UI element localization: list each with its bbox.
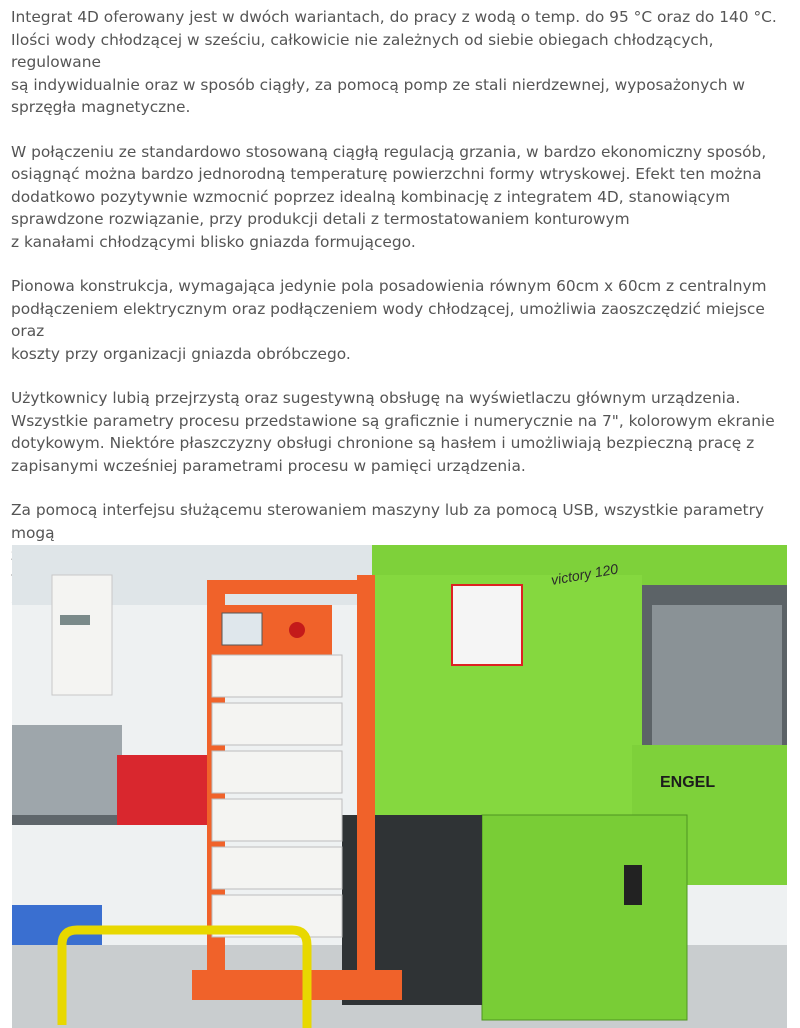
red-crate: [117, 755, 212, 825]
paragraph-vertical-construction: Pionowa konstrukcja, wymagająca jedynie pola posadowienia równym 60cm x 60cm z centralnym podłączeniem elektrycznym oraz podłączeniem wody chłodzącej, umożliwia zaoszczędzić miejsce oraz koszty przy organizacji gniazda obróbczego.: [11, 277, 767, 363]
paragraph-interface-usb: Za pomocą interfejsu służącemu sterowaniem maszyny lub za pomocą USB, wszystkie parametry mogą: [11, 501, 765, 542]
machine-model-label: victory 120: [549, 560, 620, 588]
product-photo: [12, 545, 787, 1028]
paragraph-heating-control: W połączeniu ze standardowo stosowaną ciągłą regulacją grzania, w bardzo ekonomiczny sposób, osiągnąć można bardzo jednorodną temperaturę powierzchni formy wtryskowej. Efekt ten można dodatkowo pozytywnie wzmocnić poprzez idealną kombinację z integratem 4D, stanowiącym sprawdzone rozwiązanie, przy produkcji detali z termostatowaniem konturowym z kanałami chłodzącymi blisko gniazda formującego.: [11, 142, 767, 251]
paragraph-variants: Integrat 4D oferowany jest w dwóch wariantach, do pracy z wodą o temp. do 95 °C oraz do 140 °C. Ilości wody chłodzącej w sześciu, całkowicie nie zależnych od siebie obiegach chłodzących, regulowane są indywidualnie oraz w sposób ciągły, za pomocą pomp ze stali nierdzewnej, wyposażonych w sprzęgła magnetyczne.: [11, 8, 777, 116]
paragraph-user-interface: Użytkownicy lubią przejrzystą oraz sugestywną obsługę na wyświetlaczu głównym urządzenia. Wszystkie parametry procesu przedstawione są graficznie i numerycznie na 7", kolorowym ekranie dotykowym. Niektóre płaszczyzny obsługi chronione są hasłem i umożliwiają bezpieczną pracę z zapisanymi wcześniej parametrami procesu w pamięci urządzenia.: [11, 389, 775, 475]
machine-brand-label: ENGEL: [660, 774, 716, 791]
product-photo-illustration: [12, 545, 787, 1028]
article-text: [11, 6, 793, 634]
